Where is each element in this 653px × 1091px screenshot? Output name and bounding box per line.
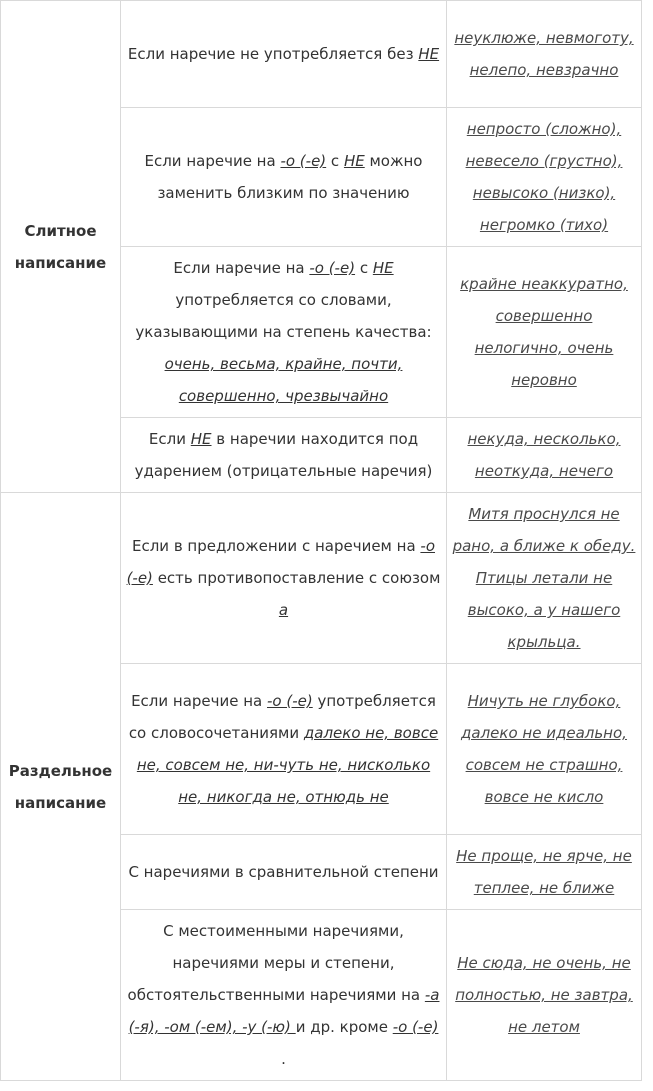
example-cell	[447, 247, 642, 418]
rule-text: Если в предложении с наречием на	[132, 537, 421, 555]
example-cell	[447, 493, 642, 664]
rule-text: употребляется со словами, указывающими на степень качества:	[135, 291, 432, 341]
table-row	[1, 1, 642, 108]
rule-text: есть противопоставление с союзом	[152, 569, 441, 587]
rule-text: Если наречие на	[131, 692, 268, 710]
rule-highlight: НЕ	[190, 430, 212, 448]
rule-text: Если	[148, 430, 191, 448]
rule-highlight: а	[278, 601, 289, 619]
rule-text: .	[281, 1050, 286, 1068]
example-cell	[447, 1, 642, 108]
rule-text: Если наречие на	[173, 259, 310, 277]
rule-cell	[121, 108, 447, 247]
rule-text: с	[326, 152, 344, 170]
rule-cell	[121, 493, 447, 664]
category-cell: Раздельное написание	[1, 493, 121, 1081]
table-row	[1, 493, 642, 664]
example-cell	[447, 910, 642, 1081]
example-text: Не сюда, не очень, не полностью, не завтра, не летом	[455, 954, 633, 1036]
rule-text: и др. кроме	[295, 1018, 393, 1036]
rule-cell	[121, 247, 447, 418]
rule-highlight: НЕ	[343, 152, 365, 170]
rule-highlight: НЕ	[418, 45, 440, 63]
example-cell	[447, 108, 642, 247]
rule-text: можно заменить близким по значению	[157, 152, 423, 202]
rule-text: Если наречие на	[144, 152, 281, 170]
rule-text: Если наречие не употребляется без	[127, 45, 419, 63]
rule-highlight: далеко не, вовсе не, совсем не, ни-чуть не, нисколько не, никогда не, отнюдь не	[136, 724, 439, 806]
example-text: Митя проснулся не рано, а ближе к обеду. Птицы летали не высоко, а у нашего крыльца.	[452, 505, 636, 651]
rule-highlight: -а (-я), -ом (-ем), -у (-ю)	[128, 986, 440, 1036]
example-text: неуклюже, невмоготу, нелепо, невзрачно	[454, 29, 634, 79]
example-text: Не проще, не ярче, не теплее, не ближе	[456, 847, 632, 897]
example-text: непросто (сложно), невесело (грустно), невысоко (низко), негромко (тихо)	[465, 120, 623, 234]
rule-cell	[121, 664, 447, 835]
rule-text: С наречиями в сравнительной степени	[128, 863, 439, 881]
rule-text: в наречии находится под ударением (отрицательные наречия)	[134, 430, 433, 480]
rule-cell	[121, 835, 447, 910]
example-cell	[447, 664, 642, 835]
example-cell	[447, 835, 642, 910]
rule-cell	[121, 910, 447, 1081]
rule-highlight: -о (-е)	[280, 152, 327, 170]
rule-cell	[121, 1, 447, 108]
example-text: крайне неаккуратно, совершенно нелогично, очень неровно	[460, 275, 628, 389]
table-body	[1, 1, 642, 1081]
rule-highlight: НЕ	[372, 259, 394, 277]
rule-highlight: -о (-е)	[267, 692, 313, 710]
rule-text: употребляется со словосочетаниями	[128, 692, 436, 742]
rule-text: С местоименными наречиями, наречиями меры и степени, обстоятельственными наречиями на	[127, 922, 425, 1004]
rule-highlight: -о (-е)	[309, 259, 356, 277]
rule-highlight: -о (-е)	[126, 537, 435, 587]
rule-highlight: -о (-е)	[392, 1018, 439, 1036]
rule-cell	[121, 418, 447, 493]
category-cell: Слитное написание	[1, 1, 121, 493]
example-text: некуда, несколько, неоткуда, нечего	[467, 430, 621, 480]
example-text: Ничуть не глубоко, далеко не идеально, совсем не страшно, вовсе не кисло	[461, 692, 627, 806]
rule-text: с	[355, 259, 373, 277]
rule-highlight: очень, весьма, крайне, почти, совершенно, чрезвычайно	[164, 355, 403, 405]
example-cell	[447, 418, 642, 493]
